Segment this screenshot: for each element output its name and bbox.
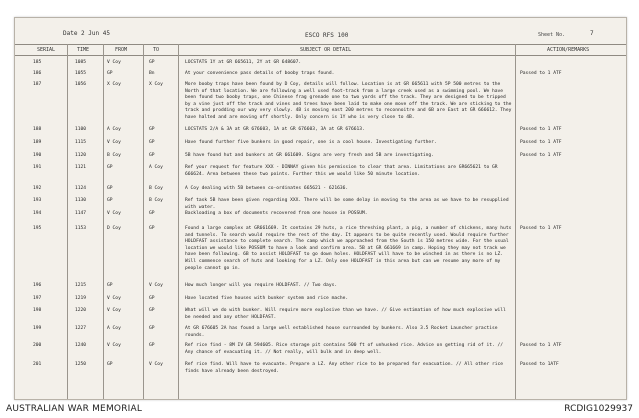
row-to: GP [149, 326, 155, 331]
row-to: X Coy [149, 82, 163, 87]
row-from: GP [107, 165, 113, 170]
row-action: Passed to 1 ATF [520, 226, 562, 231]
row-serial: 200 [33, 343, 42, 348]
row-from: X Coy [107, 82, 121, 87]
row-subject: A Coy dealing with 5B between co-ordinates 665621 - 621636. [185, 186, 349, 191]
row-subject: 5B have found hut and bunkers at GR 661609. Signs are very fresh and 5B are investigating. [185, 153, 434, 158]
row-time: 1115 [75, 140, 87, 145]
row-to: V Coy [149, 283, 163, 288]
row-time: 1219 [75, 296, 87, 301]
row-from: GP [107, 283, 113, 288]
header-rule-bottom [15, 55, 626, 56]
row-serial: 192 [33, 186, 42, 191]
row-to: B Coy [149, 198, 163, 203]
divider-from [143, 44, 144, 399]
row-subject: What will we do with bunker. Will require more explosive than we have. // Give estimation of how much explosive will be needed and any other HOLDFAST. [185, 308, 506, 320]
header-rule-top [15, 44, 626, 45]
row-to: GP [149, 140, 155, 145]
row-time: 1153 [75, 226, 87, 231]
row-serial: 185 [33, 60, 42, 65]
row-to: GP [149, 153, 155, 158]
row-to: Bn [149, 71, 155, 76]
row-time: 1120 [75, 153, 87, 158]
row-from: GP [107, 71, 113, 76]
divider-subject [515, 44, 516, 399]
row-from: GP [107, 362, 113, 367]
row-action: Passed to 1 ATF [520, 343, 562, 348]
row-to: GP [149, 60, 155, 65]
row-subject: Ref task 5B have been given regarding XXX. There will be some delay in moving to the area as we have to be resupplied with water. [185, 198, 509, 210]
row-action: Passed to 1 ATF [520, 127, 562, 132]
col-serial: SERIAL [37, 47, 56, 53]
row-time: 1147 [75, 211, 87, 216]
row-subject: Have found further five bunkers in good repair, one is a cool house. Investigating further. [185, 140, 437, 145]
col-to: TO [153, 47, 160, 53]
row-to: GP [149, 343, 155, 348]
page-number: 7 [590, 30, 594, 37]
row-from: V Coy [107, 308, 121, 313]
archive-credit: AUSTRALIAN WAR MEMORIAL [6, 404, 143, 414]
col-from: FROM [115, 47, 128, 53]
row-from: B Coy [107, 153, 121, 158]
row-to: GP [149, 308, 155, 313]
divider-to [178, 44, 179, 399]
sheet-label: Sheet No. [538, 32, 566, 38]
row-action: Passed to 1ATF [520, 362, 559, 367]
row-serial: 198 [33, 308, 42, 313]
row-serial: 199 [33, 326, 42, 331]
archive-reference: RCDIG1029937 [564, 404, 633, 414]
row-serial: 188 [33, 127, 42, 132]
row-from: V Coy [107, 60, 121, 65]
divider-time [103, 44, 104, 399]
row-from: D Coy [107, 226, 121, 231]
row-to: GP [149, 226, 155, 231]
col-time: TIME [77, 47, 90, 53]
row-serial: 189 [33, 140, 42, 145]
row-serial: 193 [33, 198, 42, 203]
row-from: A Coy [107, 127, 121, 132]
row-subject: Ref rice find - 8M IV GR 594605. Rice storage pit contains 500 ft of unhusked rice. Advice on getting rid of it. // Any chance of evacuating it. // Not really, will bulk and in deep well. [185, 343, 504, 355]
row-serial: 197 [33, 296, 42, 301]
divider-serial [67, 44, 68, 399]
row-from: GP [107, 198, 113, 203]
row-serial: 191 [33, 165, 42, 170]
row-to: GP [149, 296, 155, 301]
row-action: Passed to 1 ATF [520, 140, 562, 145]
log-sheet [14, 17, 627, 400]
row-from: GP [107, 186, 113, 191]
row-from: V Coy [107, 140, 121, 145]
row-to: GP [149, 127, 155, 132]
row-serial: 190 [33, 153, 42, 158]
row-subject: Found a large complex at GR661669. It contains 29 huts, a rice threshing plant, a pig, a number of chickens, many huts and tunnels. To search would require the rest of the day. It appears to be quite recently used. Would require further HOLDFAST assistance to complete search. The camp which we approached from the South is 150 metres wide. For the usual location we would like POSSUM to have a look and confirm area. 5B at GR 661669 in camp. Hoping they may not track we have been following. 6B to assist HOLDFAST to go down holes. HOLDFAST will have to be winched in as there is no LZ. Will commence search of huts and looking for a LZ. Only one HOLDFAST in this area but can we resume any more of my people cannot go in. [185, 226, 512, 271]
row-time: 1130 [75, 198, 87, 203]
row-serial: 195 [33, 226, 42, 231]
row-to: A Coy [149, 165, 163, 170]
row-time: 1085 [75, 60, 87, 65]
row-to: GP [149, 211, 155, 216]
row-subject: Backloading a box of documents recovered from one house in POSSUM. [185, 211, 368, 216]
row-subject: LOCSTATS 1Y at GR 665611, 2Y at GR 648607. [185, 60, 302, 65]
row-subject: How much longer will you require HOLDFAST. // Two days. [185, 283, 338, 288]
col-subject: SUBJECT OR DETAIL [300, 47, 352, 53]
log-date: Date 2 Jun 45 [63, 30, 110, 37]
row-subject: At your convenience pass details of booby traps found. [185, 71, 335, 76]
row-serial: 201 [33, 362, 42, 367]
row-serial: 196 [33, 283, 42, 288]
row-subject: Ref rice find. Will have to evacuate. Prepare a LZ. Any other rice to be prepared for evacuation. // All other rice finds have already been destroyed. [185, 362, 504, 374]
row-subject: LOCSTATS 2/A & 3A at GR 676603, 1A at GR 676603, 3A at GR 676613. [185, 127, 365, 132]
row-time: 1055 [75, 71, 87, 76]
row-from: V Coy [107, 211, 121, 216]
col-action: ACTION/REMARKS [547, 47, 590, 53]
row-serial: 194 [33, 211, 42, 216]
row-time: 1100 [75, 127, 87, 132]
row-time: 1124 [75, 186, 87, 191]
row-to: B Coy [149, 186, 163, 191]
row-action: Passed to 1 ATF [520, 71, 562, 76]
row-from: V Coy [107, 343, 121, 348]
row-subject: More booby traps have been found by D Coy, details will follow. Location is at GR 665611 with 5P 500 metres to the North of that location. We are following a well used foot-track from a large creek used as a swimming pool. We have been found two booby traps, one Chinese frag grenade one to two yards off the track. They are designed to be tripped by a vine just off the track and vines and trees have been laid to make one move off the track. We are sticking to the track and prodding our way very slowly. 4B is moving east 200 metres to reconnoitre and 6B are East at GR 666612. They have halted and are moving off shortly. Only concern is 1Y who is very close to 4B. [185, 82, 512, 120]
row-serial: 187 [33, 82, 42, 87]
row-to: V Coy [149, 362, 163, 367]
row-time: 1220 [75, 308, 87, 313]
row-subject: At GR 676605 2A has found a large well established house surrounded by bunkers. Also 3.5 Rocket Launcher practise rounds. [185, 326, 498, 338]
row-subject: Ref your request for feature XXX - DINNAY given his permission to clear that area. Limitations are GR665621 to GR 666624. Area between these two points. Further this we would like 50 minute location. [185, 165, 498, 177]
row-serial: 186 [33, 71, 42, 76]
form-number: ESCO RFS 100 [305, 32, 349, 39]
row-from: A Coy [107, 326, 121, 331]
row-time: 1056 [75, 82, 87, 87]
row-subject: Have located five houses with bunker system and rice mache. [185, 296, 349, 301]
row-time: 1227 [75, 326, 87, 331]
row-action: Passed to 1 ATF [520, 153, 562, 158]
row-time: 1250 [75, 362, 87, 367]
row-time: 1215 [75, 283, 87, 288]
row-time: 1240 [75, 343, 87, 348]
row-time: 1121 [75, 165, 87, 170]
row-from: V Coy [107, 296, 121, 301]
